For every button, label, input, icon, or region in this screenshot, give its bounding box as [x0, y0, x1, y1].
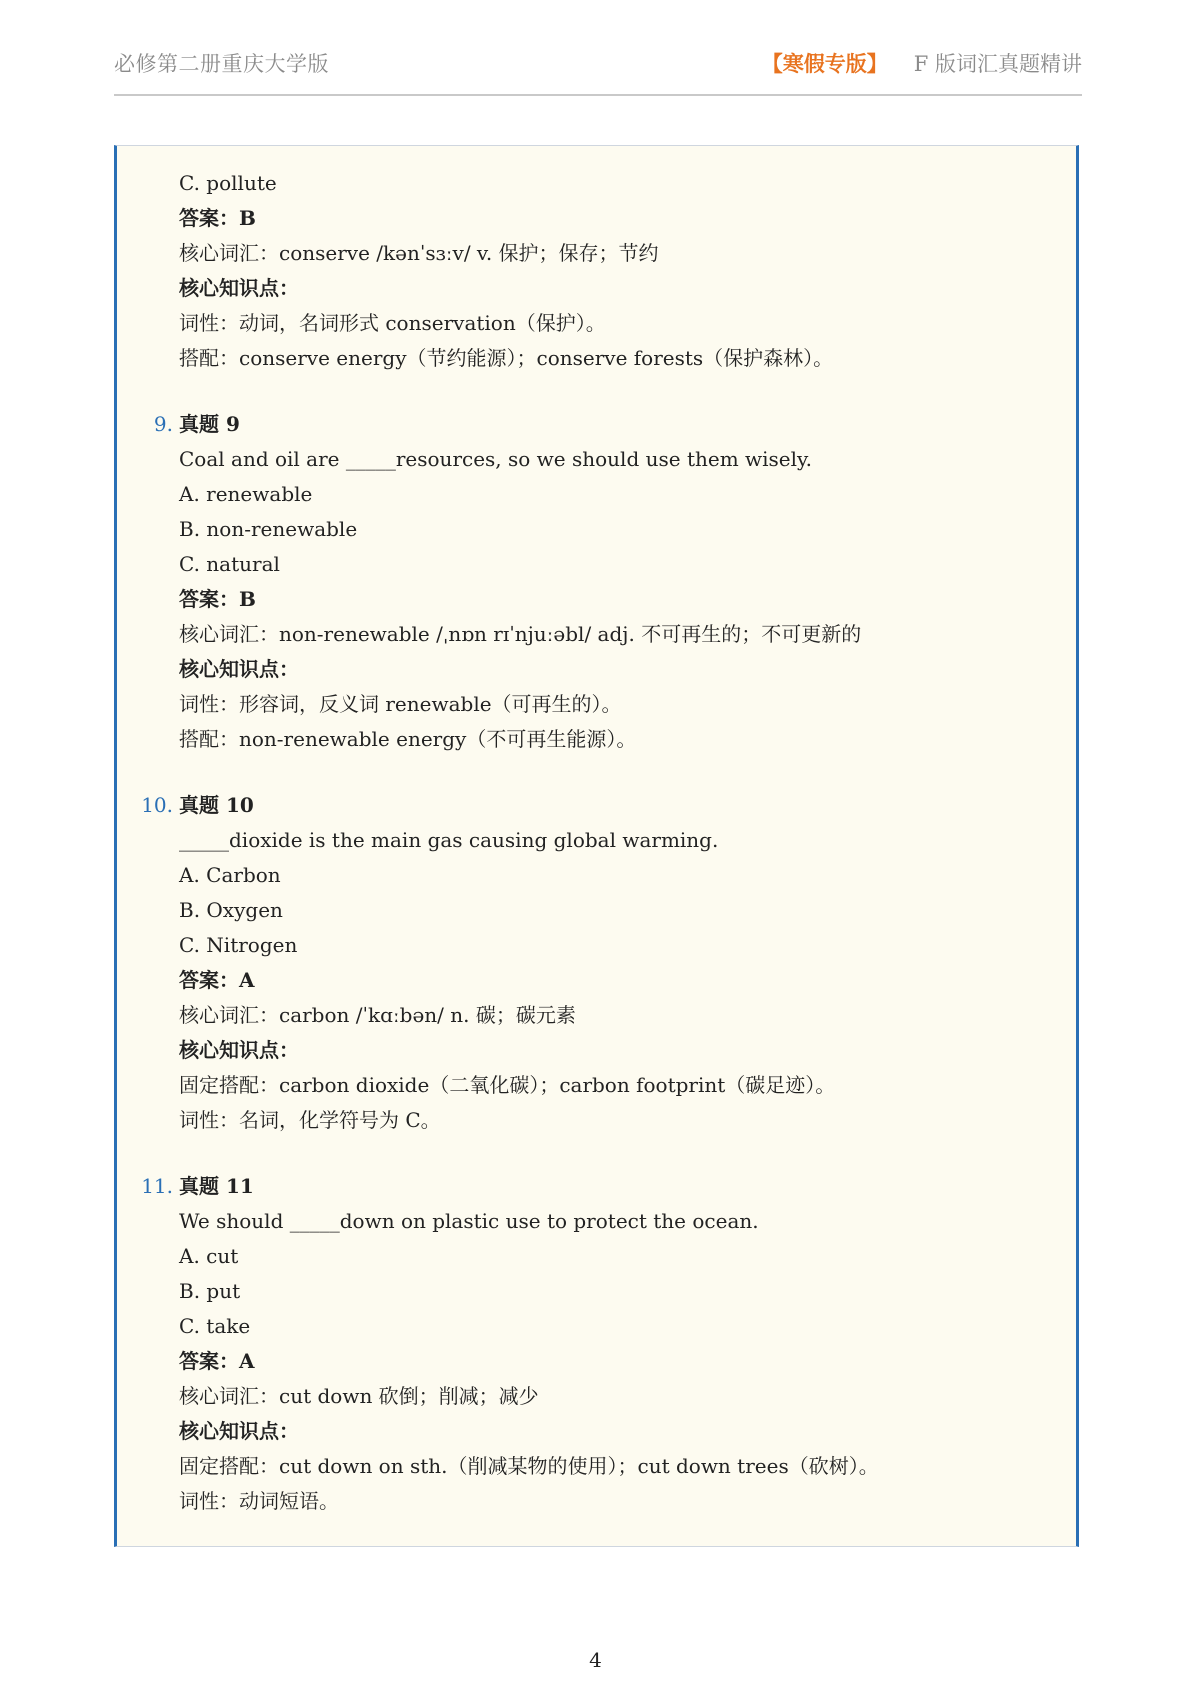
option-line: A. Carbon: [179, 863, 281, 887]
header-right: [762, 48, 1082, 78]
answer-line: 答案：A: [179, 968, 255, 992]
book-title: 必修第二册重庆大学版: [114, 52, 329, 76]
point-line: 固定搭配：cut down on sth.（削减某物的使用）；cut down trees（砍树）。: [179, 1454, 879, 1478]
question-number: 11.: [141, 1174, 173, 1198]
knowledge-label: 核心知识点：: [179, 276, 299, 300]
option-line: C. pollute: [179, 171, 277, 195]
option-line: C. Nitrogen: [179, 933, 298, 957]
point-line: 固定搭配：carbon dioxide（二氧化碳）；carbon footprint（碳足迹）。: [179, 1073, 836, 1097]
edition-tag: 【寒假专版】: [761, 52, 888, 76]
section-title: F 版词汇真题精讲: [913, 52, 1082, 76]
point-line: 词性：动词短语。: [179, 1489, 339, 1513]
question-stem: We should _____down on plastic use to protect the ocean.: [179, 1209, 759, 1233]
point-line: 词性：形容词，反义词 renewable（可再生的）。: [179, 692, 622, 716]
question-header: [153, 407, 1046, 442]
page-number: 4: [589, 1648, 602, 1672]
option-line: B. non-renewable: [179, 517, 358, 541]
option-line: B. put: [179, 1279, 241, 1303]
point-line: 词性：动词，名词形式 conservation（保护）。: [179, 311, 606, 335]
question-title: 真题 10: [179, 793, 254, 817]
knowledge-label: 核心知识点：: [179, 1038, 299, 1062]
vocab-line: 核心词汇：non-renewable /ˌnɒn rɪˈnjuːəbl/ adj. 不可再生的；不可更新的: [179, 622, 862, 646]
question-title: 真题 9: [179, 412, 240, 436]
vocab-line: 核心词汇：cut down 砍倒；削减；减少: [179, 1384, 539, 1408]
option-line: C. natural: [179, 552, 280, 576]
question-header: [141, 1169, 1046, 1204]
option-line: B. Oxygen: [179, 898, 283, 922]
option-line: C. take: [179, 1314, 251, 1338]
point-line: 搭配：non-renewable energy（不可再生能源）。: [179, 727, 637, 751]
point-line: 搭配：conserve energy（节约能源）；conserve forests（保护森林）。: [179, 346, 834, 370]
vocab-line: 核心词汇：carbon /ˈkɑːbən/ n. 碳；碳元素: [179, 1003, 576, 1027]
content-lines: [141, 166, 1046, 1519]
question-number: 9.: [153, 412, 173, 436]
option-line: A. cut: [179, 1244, 239, 1268]
question-stem: Coal and oil are _____resources, so we should use them wisely.: [179, 447, 813, 471]
question-stem: _____dioxide is the main gas causing global warming.: [179, 828, 719, 852]
vocab-line: 核心词汇：conserve /kənˈsɜːv/ v. 保护；保存；节约: [179, 241, 659, 265]
answer-line: 答案：B: [179, 587, 256, 611]
option-line: A. renewable: [179, 482, 313, 506]
header-divider: [114, 94, 1082, 96]
knowledge-label: 核心知识点：: [179, 1419, 299, 1443]
point-line: 词性：名词，化学符号为 C。: [179, 1108, 441, 1132]
question-header: [141, 788, 1046, 823]
answer-line: 答案：A: [179, 1349, 255, 1373]
question-title: 真题 11: [179, 1174, 254, 1198]
page-header: [114, 44, 1082, 78]
answer-line: 答案：B: [179, 206, 256, 230]
question-number: 10.: [141, 793, 173, 817]
content-panel: [114, 145, 1079, 1547]
knowledge-label: 核心知识点：: [179, 657, 299, 681]
